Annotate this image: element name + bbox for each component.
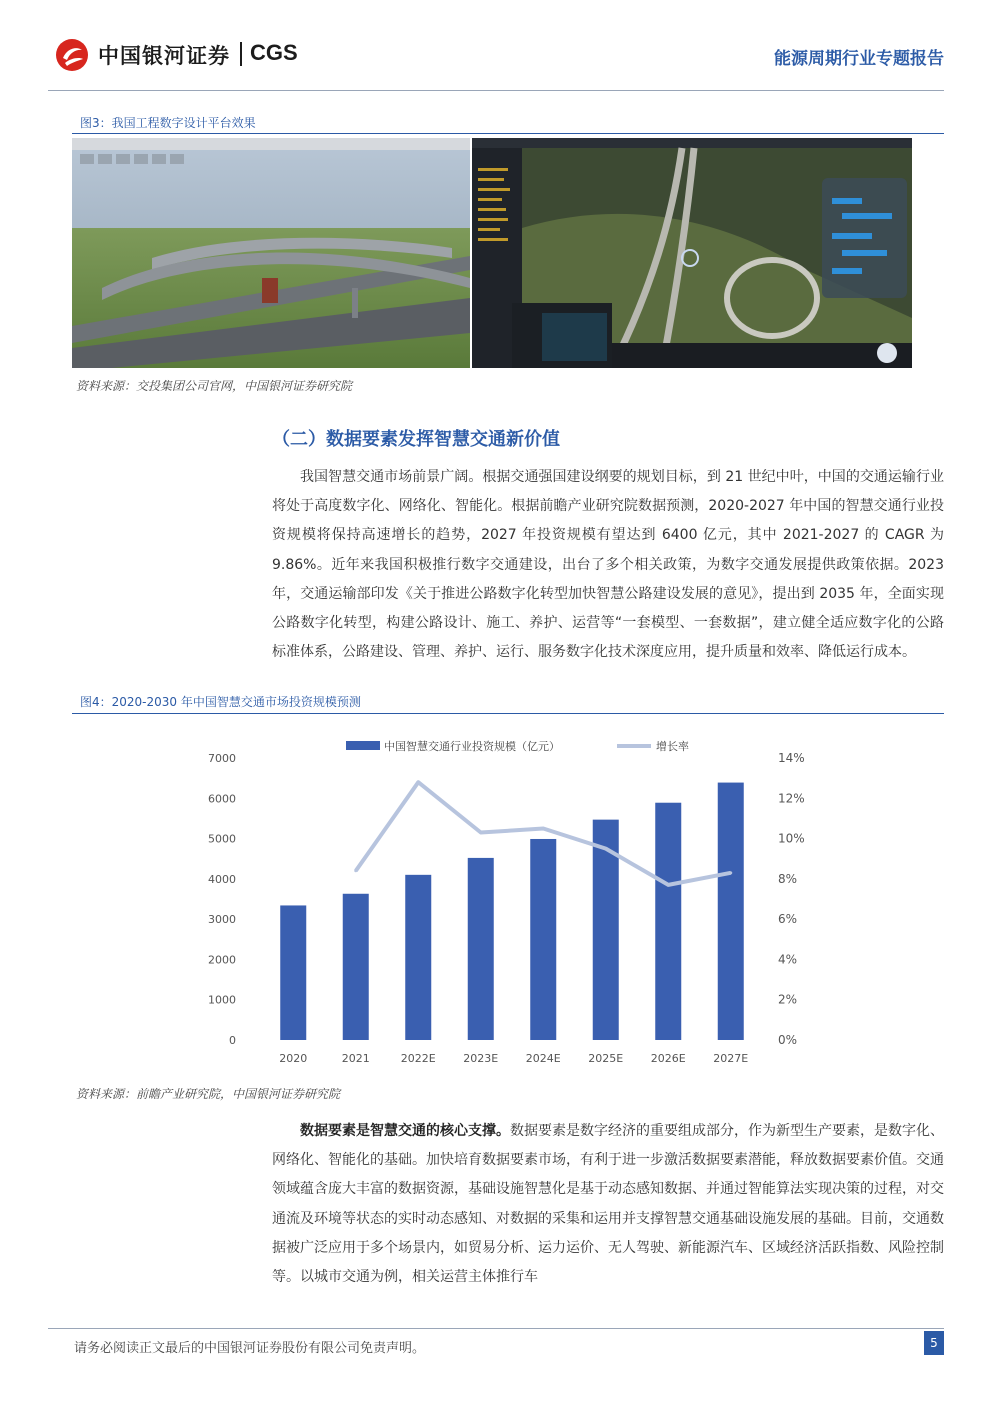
legend-bar-swatch: [346, 741, 380, 750]
growth-point-2027E: [729, 871, 732, 874]
left-axis-tick-label: 0: [229, 1034, 236, 1047]
paragraph-body: 数据要素是数字经济的重要组成部分，作为新型生产要素，是数字化、网络化、智能化的基础。加快培育数据要素市场，有利于进一步激活数据要素潜能，释放数据要素价值。交通领域蕴含庞大丰富的数据资源，基础设施智慧化是基于动态感知数据、并通过智能算法实现决策的过程，对交通流及环境等状态的实时动态感知、对数据的采集和运用并支撑智慧交通基础设施发展的基础。目前，交通数据被广泛应用于多个场景内，如贸易分析、运力运价、无人驾驶、新能源汽车、区域经济活跃指数、风险控制等。以城市交通为例，相关运营主体推行车: [272, 1123, 944, 1286]
bar-series: [280, 783, 744, 1040]
left-axis-tick-label: 1000: [208, 993, 236, 1007]
bar-2027E: [718, 783, 744, 1040]
figure3-source: 资料来源：交投集团公司官网，中国银河证券研究院: [76, 379, 353, 393]
growth-point-2022E: [417, 781, 420, 784]
paragraph-data-elements: [272, 1117, 944, 1292]
growth-point-2026E: [667, 883, 670, 886]
bar-2021: [343, 894, 369, 1040]
x-axis-tick-label: 2021: [341, 1052, 370, 1065]
bar-2024E: [530, 839, 556, 1040]
chart-legend: [346, 739, 689, 753]
growth-point-2025E: [604, 847, 607, 850]
section-title: （二）数据要素发挥智慧交通新价值: [272, 429, 560, 450]
investment-scale-chart: [72, 718, 944, 1073]
right-axis-tick-label: 14%: [778, 751, 805, 765]
figure3-caption: 图3：我国工程数字设计平台效果: [80, 116, 256, 130]
x-axis-tick-label: 2022E: [400, 1052, 436, 1065]
figure3-highway-render-image: [72, 138, 470, 368]
bar-2022E: [405, 875, 431, 1040]
x-axis-tick-label: 2027E: [713, 1052, 749, 1065]
header-divider: [48, 90, 944, 91]
footer-divider: [48, 1328, 944, 1329]
x-axis-tick-label: 2025E: [588, 1052, 624, 1065]
company-logo-icon: [55, 38, 89, 72]
right-axis-tick-label: 0%: [778, 1033, 798, 1047]
growth-point-2021: [354, 869, 357, 872]
figure4-rule: [72, 713, 944, 714]
right-axis-tick-label: 6%: [778, 912, 798, 927]
right-axis-tick-label: 4%: [778, 952, 798, 967]
right-axis-tick-label: 10%: [778, 831, 805, 846]
x-axis-tick-label: 2026E: [650, 1052, 686, 1065]
left-axis-tick-label: 4000: [208, 872, 236, 886]
page-number: 5: [924, 1331, 944, 1355]
x-axis-tick-label: 2023E: [463, 1052, 499, 1065]
x-axis-ticks: [279, 1052, 748, 1065]
x-axis-tick-label: 2020: [279, 1052, 308, 1065]
right-axis-tick-label: 8%: [778, 871, 798, 886]
report-type-title: 能源周期行业专题报告: [774, 49, 944, 69]
left-axis-tick-label: 7000: [208, 752, 236, 765]
right-axis-tick-label: 12%: [778, 791, 805, 806]
footer-disclaimer: 请务必阅读正文最后的中国银河证券股份有限公司免责声明。: [74, 1341, 426, 1356]
paragraph-lead-sentence: 数据要素是智慧交通的核心支撑。: [300, 1123, 510, 1139]
left-axis-tick-label: 3000: [208, 913, 236, 927]
right-axis-ticks: [778, 751, 805, 1047]
left-axis-tick-label: 5000: [208, 832, 236, 846]
paragraph-market-outlook: 我国智慧交通市场前景广阔。根据交通强国建设纲要的规划目标，到 21 世纪中叶，中国的交通运输行业将处于高度数字化、网络化、智能化。根据前瞻产业研究院数据预测，2020-2027 年中国的智慧交通行业投资规模将保持高速增长的趋势，2027 年投资规模有望达到 6400 亿元，其中 2021-2027 的 CAGR 为 9.86%。近年来我国积极推行数字交通建设，出台了多个相关政策，为数字交通发展提供政策依据。2023 年，交通运输部印发《关于推进公路数字化转型加快智慧公路建设发展的意见》，提出到 2035 年，全面实现公路数字化转型，构建公路设计、施工、养护、运营等“一套模型、一套数据”，建立健全适应数字化的公路标准体系，公路建设、管理、养护、运行、服务数字化技术深度应用，提升质量和效率、降低运行成本。: [272, 469, 944, 661]
growth-point-2023E: [479, 831, 482, 834]
left-axis-tick-label: 2000: [208, 953, 236, 967]
figure4-caption: 图4：2020-2030 年中国智慧交通市场投资规模预测: [80, 695, 361, 709]
x-axis-tick-label: 2024E: [525, 1052, 561, 1065]
figure3-digital-platform-image: [472, 138, 912, 368]
legend-line-label: 增长率: [656, 740, 689, 753]
legend-bar-label: 中国智慧交通行业投资规模（亿元）: [384, 740, 560, 753]
bar-2026E: [655, 803, 681, 1040]
brand-name-english: CGS: [250, 40, 298, 65]
brand-divider: [240, 42, 242, 66]
figure3-rule: [72, 133, 944, 134]
figure4-source: 资料来源：前瞻产业研究院，中国银河证券研究院: [76, 1087, 341, 1101]
right-axis-tick-label: 2%: [778, 992, 798, 1007]
bar-2023E: [468, 858, 494, 1040]
left-axis-tick-label: 6000: [208, 792, 236, 806]
growth-point-2024E: [542, 827, 545, 830]
brand-name-chinese: 中国银河证券: [98, 44, 230, 68]
left-axis-ticks: [208, 752, 236, 1047]
bar-2020: [280, 905, 306, 1040]
